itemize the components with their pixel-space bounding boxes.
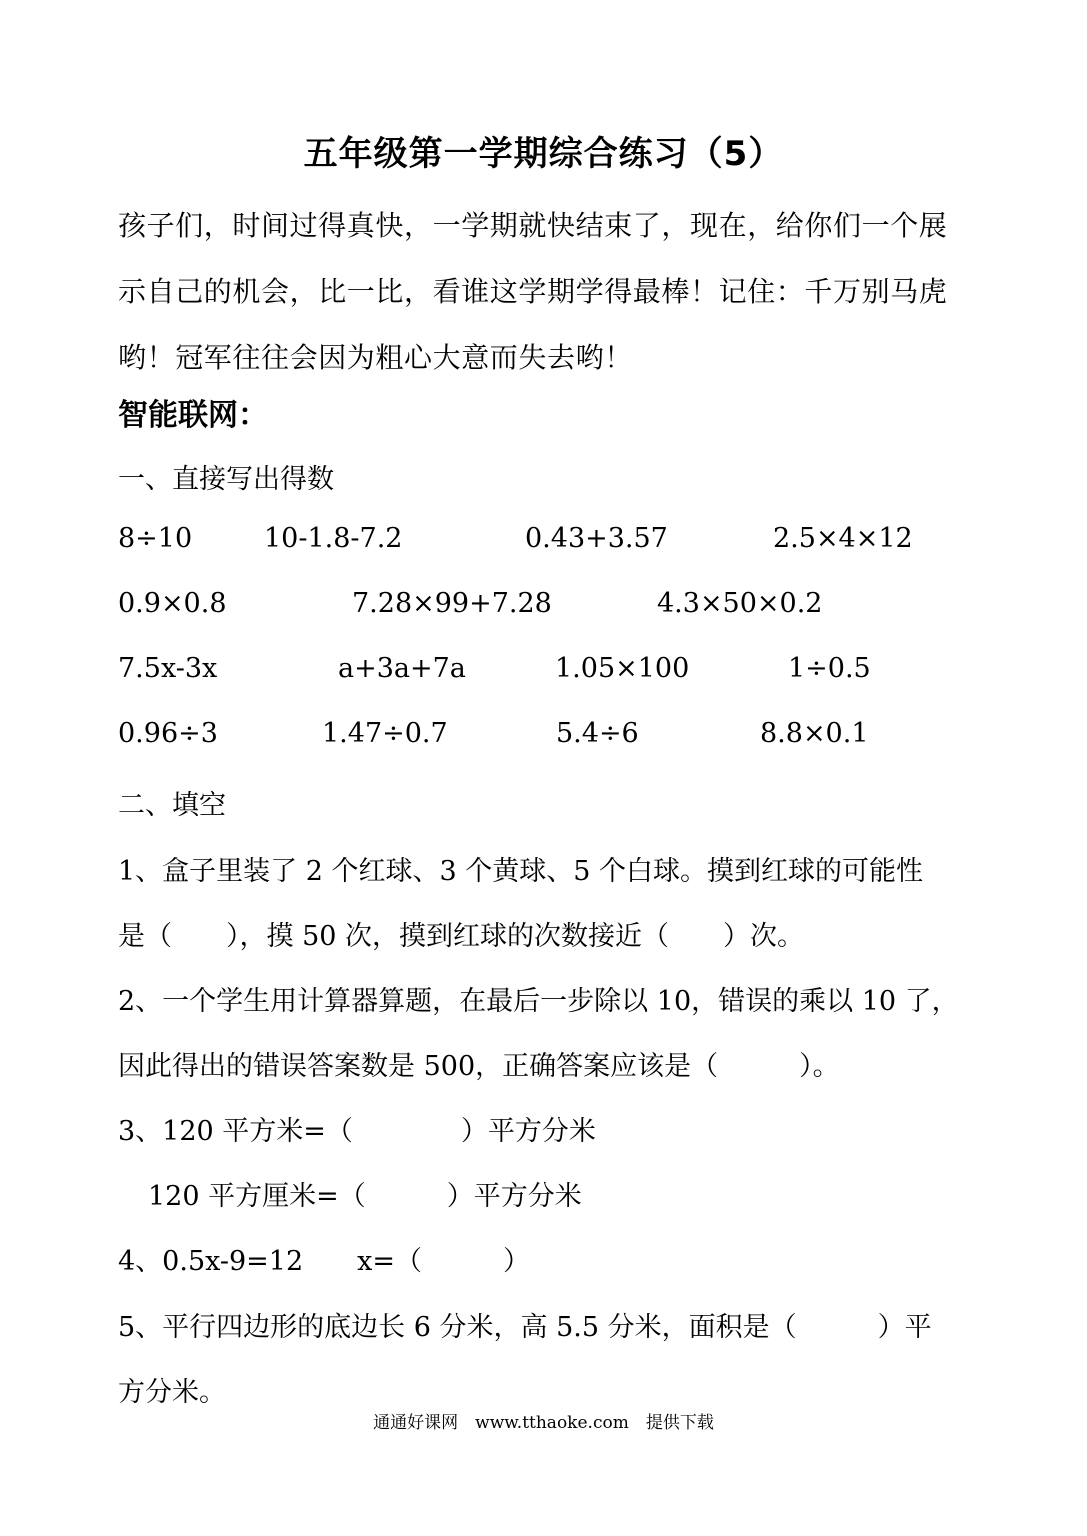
- footer-credit: 通通好课网 www.tthaoke.com 提供下载: [373, 1413, 714, 1433]
- fill-line: 2、一个学生用计算器算题，在最后一步除以 10，错误的乘以 10 了，: [118, 986, 959, 1017]
- fill-line: 方分米。: [118, 1377, 226, 1408]
- calc-item: 0.96÷3: [118, 718, 218, 749]
- calc-item: 1÷0.5: [788, 653, 871, 684]
- calc-item: 2.5×4×12: [773, 523, 913, 554]
- calc-item: 8÷10: [118, 523, 193, 554]
- fill-line: 1、盒子里装了 2 个红球、3 个黄球、5 个白球。摸到红球的可能性: [118, 856, 924, 887]
- intro-paragraph: [118, 193, 978, 391]
- calc-item: 1.47÷0.7: [322, 718, 448, 749]
- calc-item: a+3a+7a: [338, 653, 466, 684]
- fill-line: 因此得出的错误答案数是 500，正确答案应该是（ ）。: [118, 1051, 840, 1082]
- fill-line: 3、120 平方米=（ ）平方分米: [118, 1116, 596, 1147]
- fill-line: 5、平行四边形的底边长 6 分米，高 5.5 分米，面积是（ ）平: [118, 1312, 932, 1343]
- fill-line: 是（ ），摸 50 次，摸到红球的次数接近（ ）次。: [118, 921, 805, 952]
- section-title: 智能联网：: [118, 398, 268, 433]
- calc-item: 10-1.8-7.2: [264, 523, 403, 554]
- fill-line: 120 平方厘米=（ ）平方分米: [148, 1181, 582, 1212]
- intro-line: 示自己的机会，比一比，看谁这学期学得最棒！记住：千万别马虎: [118, 275, 948, 308]
- page-title: 五年级第一学期综合练习（5）: [303, 134, 784, 174]
- fill-line: 4、0.5x-9=12 x=（ ）: [118, 1246, 531, 1277]
- part2-heading: 二、填空: [118, 790, 226, 821]
- calc-item: 0.43+3.57: [525, 523, 668, 554]
- intro-line: 孩子们，时间过得真快，一学期就快结束了，现在，给你们一个展: [118, 209, 948, 242]
- calc-item: 1.05×100: [555, 653, 690, 684]
- part1-heading: 一、直接写出得数: [118, 464, 334, 495]
- intro-line: 哟！冠军往往会因为粗心大意而失去哟！: [118, 341, 633, 374]
- calc-item: 7.5x-3x: [118, 653, 218, 684]
- calc-item: 4.3×50×0.2: [657, 588, 823, 619]
- calc-item: 5.4÷6: [556, 718, 639, 749]
- calc-item: 0.9×0.8: [118, 588, 227, 619]
- calc-item: 8.8×0.1: [760, 718, 869, 749]
- calc-item: 7.28×99+7.28: [352, 588, 552, 619]
